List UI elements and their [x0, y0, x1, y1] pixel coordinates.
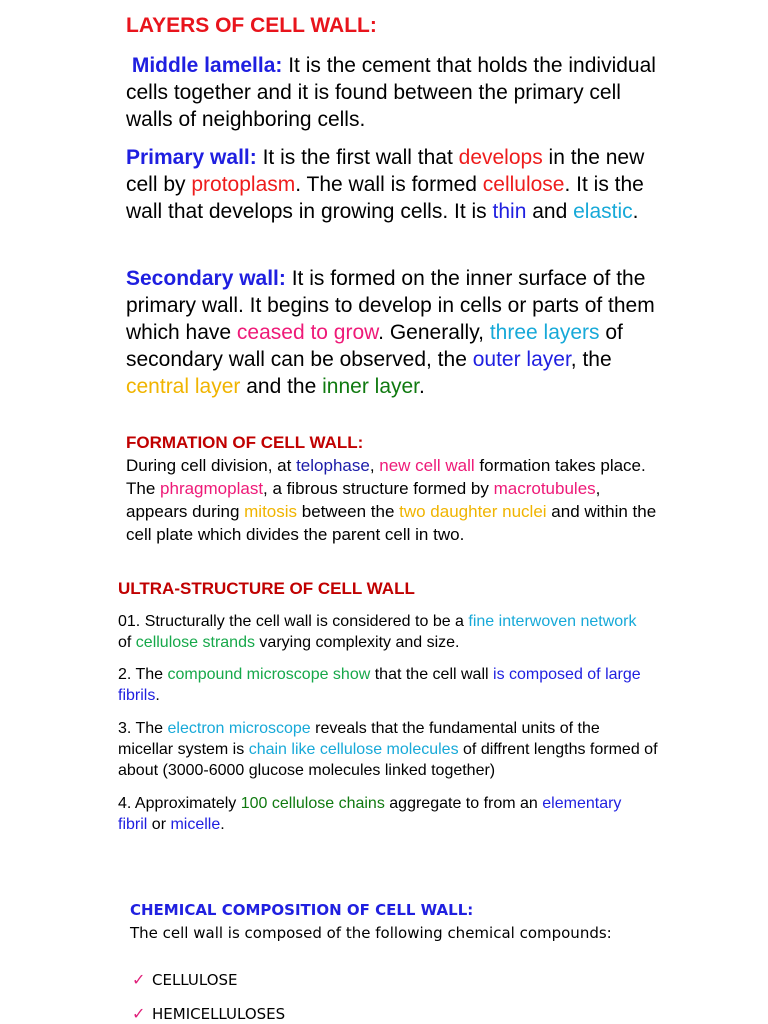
formation-text-6: between the	[297, 502, 400, 521]
primary-text-4: . It is the wall that develops in growing cells. It is	[126, 173, 644, 223]
outer-layer-highlight: outer layer	[472, 348, 571, 371]
daughter-nuclei-highlight: two daughter nuclei	[399, 502, 547, 521]
protoplasm-highlight: protoplasm	[191, 173, 296, 196]
middle-lamella-text: It is the cement that holds the individual cells together and it is found between the primary cell walls of neighboring cells.	[126, 54, 656, 131]
list-item-label: CELLULOSE	[152, 970, 238, 989]
ultra-4-text-4: .	[220, 816, 225, 833]
ultra-2-text-1: 2. The	[118, 666, 168, 683]
primary-text-1: It is the first wall that	[256, 146, 459, 169]
secondary-text-1: It is formed on the inner surface of the primary wall. It begins to develop in cells or parts of them which have	[126, 267, 655, 344]
secondary-wall-term: Secondary wall:	[126, 267, 286, 290]
ultra-3-text-3: of diffrent lengths formed of about (3000-6000 glucose molecules linked together)	[118, 741, 658, 779]
large-fibrils-highlight: is composed of large fibrils	[118, 666, 641, 704]
chain-molecules-highlight: chain like cellulose molecules	[248, 741, 459, 758]
ultra-1-text-3: varying complexity and size.	[254, 634, 460, 651]
thin-highlight: thin	[492, 200, 527, 223]
primary-text-5: and	[526, 200, 574, 223]
primary-wall-paragraph	[126, 144, 656, 225]
chemical-title: CHEMICAL COMPOSITION OF CELL WALL:	[130, 901, 474, 919]
layers-title: LAYERS OF CELL WALL:	[126, 14, 377, 37]
chemical-intro: The cell wall is composed of the following chemical compounds:	[130, 924, 612, 942]
telophase-highlight: telophase	[296, 456, 370, 475]
secondary-text-3: of secondary wall can be observed, the	[126, 321, 623, 371]
cellulose-highlight: cellulose	[482, 173, 565, 196]
secondary-text-4: , the	[570, 348, 612, 371]
ultra-4-text-2: aggregate to from an	[384, 795, 543, 812]
middle-lamella-paragraph	[126, 52, 656, 133]
formation-paragraph	[126, 454, 666, 546]
list-item	[132, 1004, 285, 1023]
elastic-highlight: elastic	[573, 200, 633, 223]
formation-text-4: , a fibrous structure formed by	[263, 479, 494, 498]
three-layers-highlight: three layers	[489, 321, 600, 344]
ultra-1-text-2: of	[118, 634, 136, 651]
ultra-title: ULTRA-STRUCTURE OF CELL WALL	[118, 579, 415, 598]
list-item	[132, 970, 238, 989]
ultra-point-4	[118, 793, 648, 835]
macrotubules-highlight: macrotubules	[493, 479, 596, 498]
formation-text-7: and within the cell plate which divides the parent cell in two.	[126, 502, 657, 544]
checkmark-icon: ✓	[132, 970, 146, 989]
ultra-point-3	[118, 718, 658, 781]
secondary-text-6: .	[419, 375, 425, 398]
ultra-3-text-1: 3. The	[118, 720, 168, 737]
cellulose-strands-highlight: cellulose strands	[135, 634, 255, 651]
primary-text-6: .	[632, 200, 639, 223]
list-item-label: HEMICELLULOSES	[152, 1004, 286, 1023]
middle-lamella-term: Middle lamella:	[131, 54, 283, 77]
inner-layer-highlight: inner layer	[322, 375, 420, 398]
mitosis-highlight: mitosis	[244, 502, 298, 521]
formation-text-3: formation takes place. The	[126, 456, 646, 498]
secondary-wall-paragraph	[126, 265, 656, 400]
compound-microscope-highlight: compound microscope show	[167, 666, 371, 683]
cellulose-chains-highlight: 100 cellulose chains	[240, 795, 385, 812]
primary-text-3: . The wall is formed	[295, 173, 483, 196]
ultra-1-text-1: 01. Structurally the cell wall is considered to be a	[118, 613, 469, 630]
formation-text-1: During cell division, at	[126, 456, 297, 475]
formation-title: FORMATION OF CELL WALL:	[126, 433, 364, 452]
ceased-highlight: ceased to grow	[236, 321, 379, 344]
central-layer-highlight: central layer	[126, 375, 241, 398]
micelle-highlight: micelle	[170, 816, 221, 833]
ultra-4-text-1: 4. Approximately	[118, 795, 241, 812]
ultra-4-text-3: or	[147, 816, 171, 833]
ultra-2-text-3: .	[155, 687, 160, 704]
ultra-3-text-2: reveals that the fundamental units of the micellar system is	[118, 720, 600, 758]
primary-text-2: in the new cell by	[126, 146, 645, 196]
ultra-point-1	[118, 611, 648, 653]
fine-network-highlight: fine interwoven network	[468, 613, 637, 630]
electron-microscope-highlight: electron microscope	[167, 720, 311, 737]
ultra-2-text-2: that the cell wall	[370, 666, 494, 683]
elementary-fibril-highlight: elementary fibril	[118, 795, 622, 833]
phragmoplast-highlight: phragmoplast	[160, 479, 264, 498]
formation-text-5: , appears during	[126, 479, 601, 521]
checkmark-icon: ✓	[132, 1004, 146, 1023]
formation-text-2: ,	[369, 456, 380, 475]
secondary-text-2: . Generally,	[378, 321, 490, 344]
primary-wall-term: Primary wall:	[126, 146, 257, 169]
ultra-point-2	[118, 664, 648, 706]
new-cell-wall-highlight: new cell wall	[379, 456, 475, 475]
develops-highlight: develops	[458, 146, 543, 169]
secondary-text-5: and the	[240, 375, 323, 398]
